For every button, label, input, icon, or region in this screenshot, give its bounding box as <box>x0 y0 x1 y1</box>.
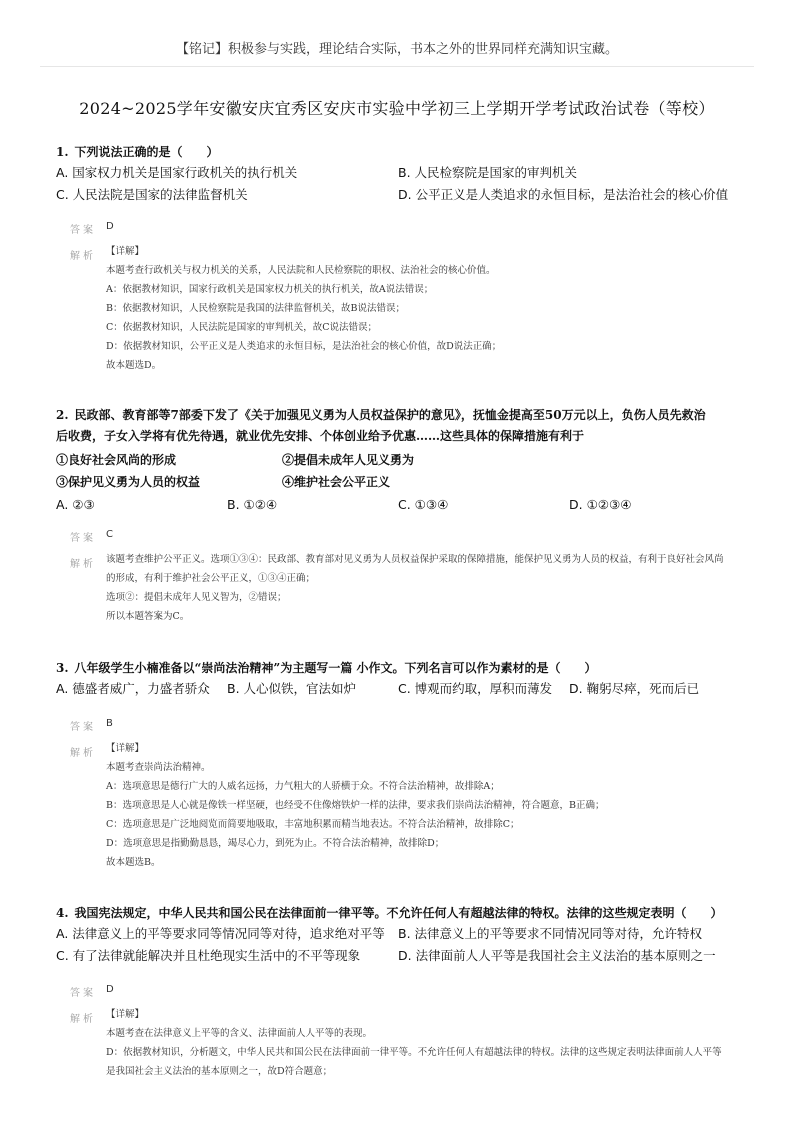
question-4 <box>56 903 746 968</box>
option-a[interactable]: A. ②③ <box>56 497 95 512</box>
question-2 <box>56 405 746 519</box>
option-b[interactable]: B. 人心似铁，官法如炉 <box>227 681 357 696</box>
explanation-line: D：依据教材知识，分析题文，中华人民共和国公民在法律面前一律平等。不允许任何人有超越法律的特权。法律的这些规定表明法律面前人人平等是我国社会主义法治的基本原则之一，故D符合题意； <box>106 1047 722 1077</box>
option-b[interactable]: B. ①②④ <box>227 497 278 512</box>
page-title: 2024~2025学年安徽安庆宜秀区安庆市实验中学初三上学期开学考试政治试卷（等校） <box>79 99 715 118</box>
option-a[interactable]: A. 国家权力机关是国家行政机关的执行机关 <box>56 165 298 180</box>
explain-label: 解析 <box>70 559 96 570</box>
explain-label: 解析 <box>70 1014 96 1025</box>
explanation <box>106 739 726 872</box>
explanation-line: B：依据教材知识，人民检察院是我国的法律监督机关，故B说法错误； <box>106 303 405 314</box>
explanation-line: 本题考查崇尚法治精神。 <box>106 762 211 773</box>
explanation-line: 选项②：提倡未成年人见义智为，②错误； <box>106 592 287 603</box>
option-d[interactable]: D. 法律面前人人平等是我国社会主义法治的基本原则之一 <box>398 948 716 963</box>
question-stem: 2. 民政部、教育部等7部委下发了《关于加强见义勇为人员权益保护的意见》，抚恤金提高至50万元以上，负伤人员先救治后收费，子女入学将有优先待遇，就业优先安排、个体创业给予优惠……这些具体的保障措施有利于 <box>56 408 706 443</box>
options <box>56 497 746 519</box>
question-stem: 4. 我国宪法规定，中华人民共和国公民在法律面前一律平等。不允许任何人有超越法律的特权。法律的这些规定表明（ ） <box>56 906 723 920</box>
explanation-line: 【详解】 <box>106 743 145 754</box>
explanation-line: A：选项意思是德行广大的人威名远扬，力气粗大的人骄横于众。不符合法治精神，故排除A； <box>106 781 500 792</box>
header-motto: 【铭记】积极参与实践，理论结合实际，书本之外的世界同样充满知识宝藏。 <box>175 42 618 57</box>
option-c[interactable]: C. 有了法律就能解决并且杜绝现实生活中的不平等现象 <box>56 948 361 963</box>
explanation-line: 本题考查行政机关与权力机关的关系，人民法院和人民检察院的职权、法治社会的核心价值。 <box>106 265 496 276</box>
options <box>56 163 746 207</box>
sub-items <box>56 447 746 491</box>
question-stem: 1. 下列说法正确的是（ ） <box>56 145 219 159</box>
explanation-line: C：选项意思是广泛地阅览而简要地吸取，丰富地积累而精当地表达。不符合法治精神，故排除C； <box>106 819 520 830</box>
answer-value: D <box>106 984 114 995</box>
answer-label: 答案 <box>70 988 96 999</box>
option-b[interactable]: B. 人民检察院是国家的审判机关 <box>398 165 578 180</box>
explanation-line: D：选项意思是指勤勤恳恳，竭尽心力，到死为止。不符合法治精神，故排除D； <box>106 838 445 849</box>
explanation <box>106 242 726 375</box>
question-stem: 3. 八年级学生小楠准备以“崇尚法治精神”为主题写一篇 小作文。下列名言可以作为素材的是（ ） <box>56 661 597 675</box>
explanation <box>106 550 726 626</box>
sub-item-1: ①良好社会风尚的形成 <box>56 453 177 467</box>
option-a[interactable]: A. 德盛者威广，力盛者骄众 <box>56 681 210 696</box>
explanation <box>106 1005 726 1081</box>
explanation-line: 该题考查维护公平正义。选项①③④：民政部、教育部对见义勇为人员权益保护采取的保障措施，能保护见义勇为人员的权益，有利于良好社会风尚的形成，有利于维护社会公平正义，①③④正确； <box>106 554 724 584</box>
explanation-line: B：选项意思是人心就是像铁一样坚硬，也经受不住像熔铁炉一样的法律，要求我们崇尚法治精神，符合题意，B正确； <box>106 800 605 811</box>
option-c[interactable]: C. 人民法院是国家的法律监督机关 <box>56 187 248 202</box>
explain-label: 解析 <box>70 748 96 759</box>
explanation-line: 故本题选B。 <box>106 857 161 868</box>
question-3 <box>56 658 746 701</box>
option-d[interactable]: D. 鞠躬尽瘁，死而后已 <box>569 681 700 696</box>
option-c[interactable]: C. 博观而约取，厚积而薄发 <box>398 681 553 696</box>
option-a[interactable]: A. 法律意义上的平等要求同等情况同等对待，追求绝对平等 <box>56 926 385 941</box>
sub-item-2: ②提倡未成年人见义勇为 <box>282 453 415 467</box>
explanation-line: 本题考查在法律意义上平等的含义、法律面前人人平等的表现。 <box>106 1028 373 1039</box>
option-b[interactable]: B. 法律意义上的平等要求不同情况同等对待，允许特权 <box>398 926 703 941</box>
answer-label: 答案 <box>70 722 96 733</box>
explain-label: 解析 <box>70 251 96 262</box>
answer-value: C <box>106 529 113 540</box>
question-1 <box>56 142 746 207</box>
answer-label: 答案 <box>70 533 96 544</box>
sub-item-3: ③保护见义勇为人员的权益 <box>56 475 201 489</box>
sub-item-4: ④维护社会公平正义 <box>282 475 391 489</box>
explanation-line: 所以本题答案为C。 <box>106 611 190 622</box>
explanation-line: 【详解】 <box>106 1009 145 1020</box>
answer-label: 答案 <box>70 225 96 236</box>
option-d[interactable]: D. ①②③④ <box>569 497 632 512</box>
explanation-line: 故本题选D。 <box>106 360 162 371</box>
options <box>56 679 746 701</box>
option-c[interactable]: C. ①③④ <box>398 497 449 512</box>
explanation-line: C：依据教材知识，人民法院是国家的审判机关，故C说法错误； <box>106 322 378 333</box>
options <box>56 924 746 968</box>
answer-value: D <box>106 221 114 232</box>
answer-value: B <box>106 718 113 729</box>
header-divider <box>40 66 754 67</box>
explanation-line: D：依据教材知识，公平正义是人类追求的永恒目标，是法治社会的核心价值，故D说法正确； <box>106 341 502 352</box>
explanation-line: 【详解】 <box>106 246 145 257</box>
explanation-line: A：依据教材知识，国家行政机关是国家权力机关的执行机关，故A说法错误； <box>106 284 434 295</box>
option-d[interactable]: D. 公平正义是人类追求的永恒目标，是法治社会的核心价值 <box>398 187 729 202</box>
